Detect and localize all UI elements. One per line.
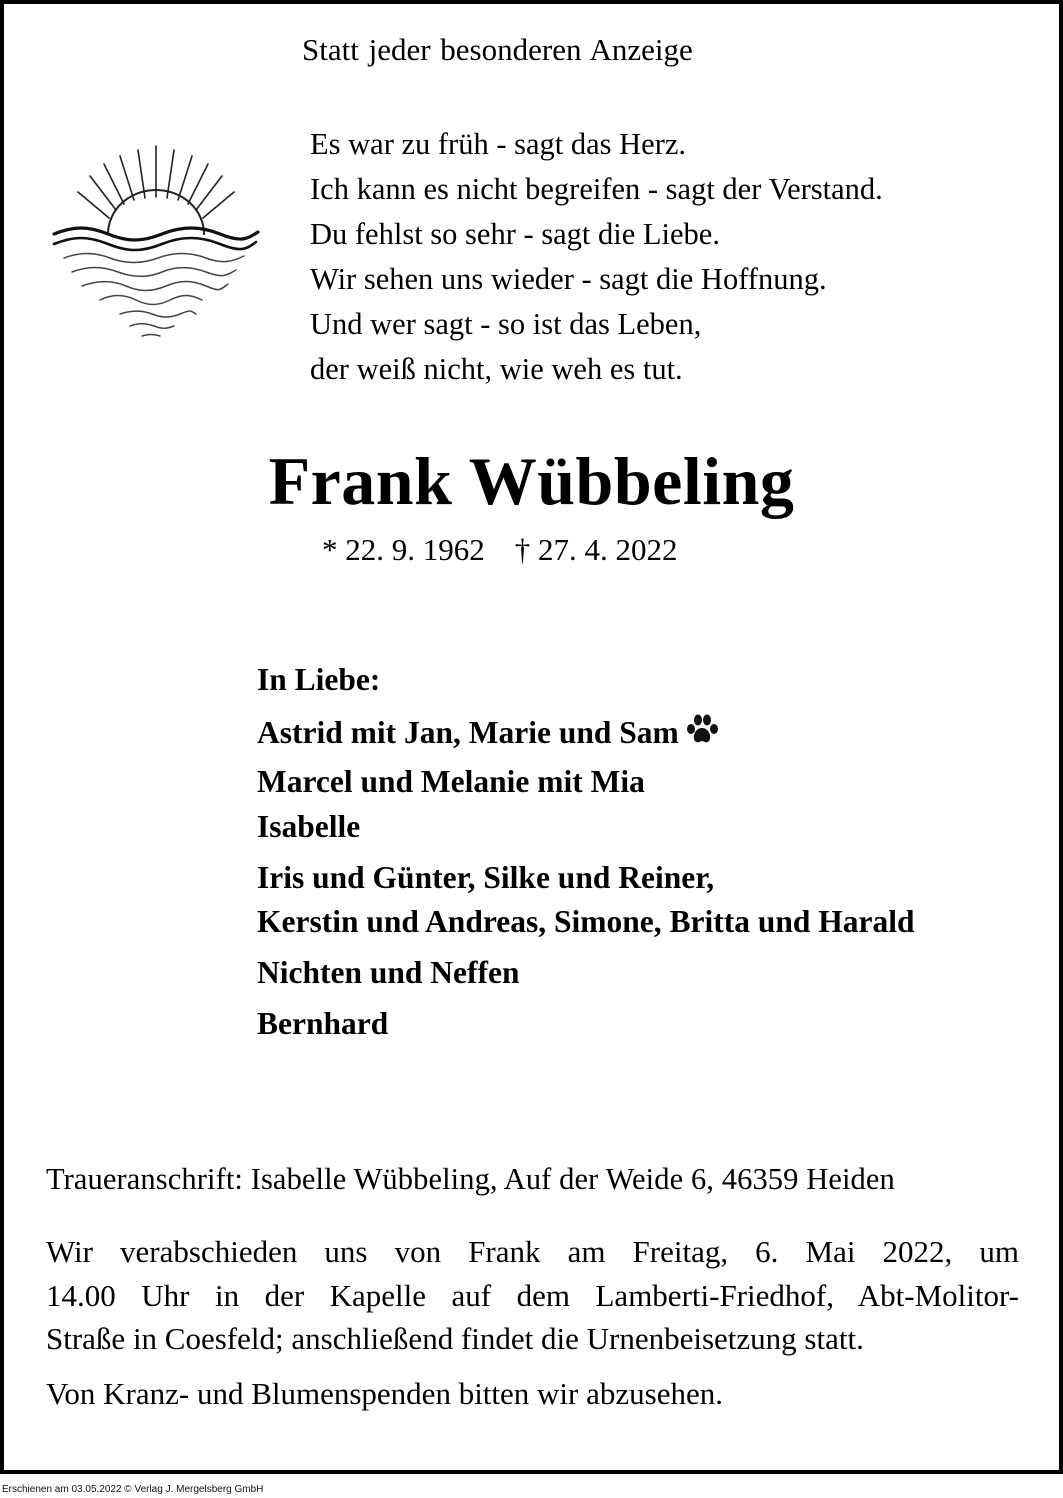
mourner-text: Astrid mit Jan, Marie und Sam bbox=[257, 715, 679, 750]
poem-line: Und wer sagt - so ist das Leben, bbox=[310, 307, 702, 341]
birth-date: * 22. 9. 1962 bbox=[322, 532, 485, 567]
service-line: Straße in Coesfeld; anschließend findet die Urnenbeisetzung statt. bbox=[46, 1321, 864, 1356]
service-details bbox=[46, 1230, 1019, 1361]
poem bbox=[310, 122, 883, 392]
mourner-line: Iris und Günter, Silke und Reiner, bbox=[257, 860, 715, 895]
poem-line: Ich kann es nicht begreifen - sagt der Verstand. bbox=[310, 172, 883, 206]
headline: Statt jeder besonderen Anzeige bbox=[302, 32, 693, 67]
publication-footer: Erschienen am 03.05.2022 © Verlag J. Mergelsberg GmbH bbox=[2, 1484, 264, 1495]
paw-print-icon bbox=[685, 713, 719, 745]
poem-line: der weiß nicht, wie weh es tut. bbox=[310, 352, 683, 386]
mourner-line: Kerstin und Andreas, Simone, Britta und Harald bbox=[257, 904, 915, 939]
mourning-address: Traueranschrift: Isabelle Wübbeling, Auf der Weide 6, 46359 Heiden bbox=[46, 1162, 895, 1196]
mourner-line: Bernhard bbox=[257, 1006, 389, 1041]
mourner-line: Isabelle bbox=[257, 809, 361, 844]
poem-line: Es war zu früh - sagt das Herz. bbox=[310, 127, 687, 161]
mourners-list bbox=[257, 662, 915, 1051]
sunset-over-water-icon bbox=[50, 142, 262, 342]
poem-line: Du fehlst so sehr - sagt die Liebe. bbox=[310, 217, 720, 251]
death-date: † 27. 4. 2022 bbox=[514, 532, 678, 567]
service-line: 14.00 Uhr in der Kapelle auf dem Lamberti-Friedhof, Abt-Molitor- bbox=[46, 1277, 1019, 1313]
life-dates bbox=[322, 532, 678, 568]
service-line: Wir verabschieden uns von Frank am Freitag, 6. Mai 2022, um bbox=[46, 1234, 1019, 1269]
mourners-heading: In Liebe: bbox=[257, 662, 381, 697]
mourner-line bbox=[257, 713, 915, 764]
poem-line: Wir sehen uns wieder - sagt die Hoffnung. bbox=[310, 262, 827, 296]
mourner-line: Marcel und Melanie mit Mia bbox=[257, 764, 645, 799]
flowers-note: Von Kranz- und Blumenspenden bitten wir abzusehen. bbox=[46, 1376, 723, 1411]
deceased-name: Frank Wübbeling bbox=[268, 443, 795, 519]
mourner-line: Nichten und Neffen bbox=[257, 955, 520, 990]
